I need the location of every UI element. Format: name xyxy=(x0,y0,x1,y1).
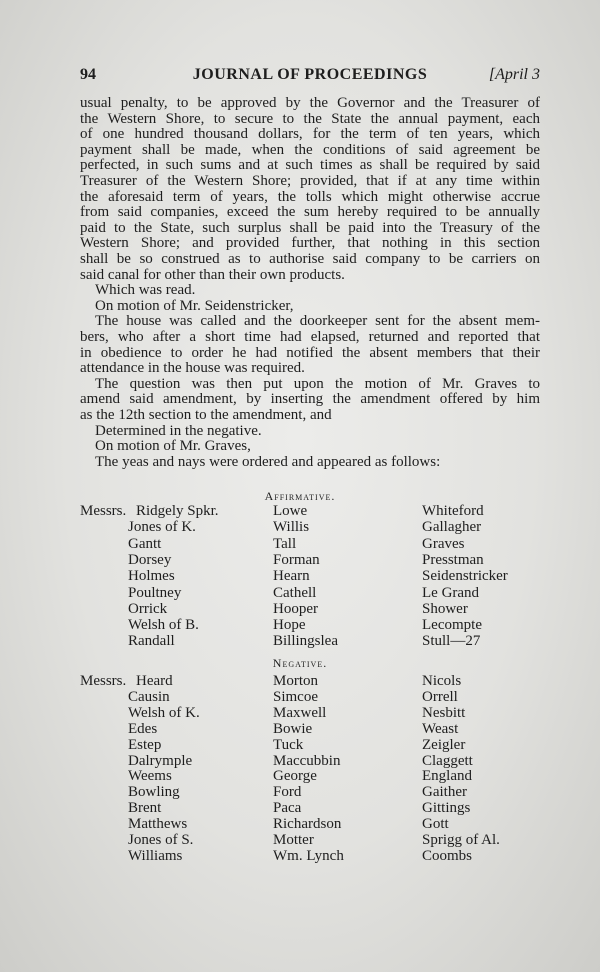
text-line: On motion of Mr. Graves, xyxy=(95,438,251,455)
member-name: Hope xyxy=(273,617,306,634)
member-name: Maccubbin xyxy=(273,752,341,769)
text-line: The yeas and nays were ordered and appeared as follows: xyxy=(95,453,441,470)
member-name: Nesbitt xyxy=(422,704,466,721)
text-line: attendance in the house was required. xyxy=(80,360,305,377)
member-name: Le Grand xyxy=(422,584,480,601)
negative-heading: Negative. xyxy=(272,656,328,670)
member-name: Gantt xyxy=(128,535,162,552)
member-name: Causin xyxy=(128,688,170,705)
member-name: Gott xyxy=(422,816,449,833)
text-line: paid to the State, such surplus shall be paid into the Treasury of the xyxy=(80,219,540,236)
member-name: Tall xyxy=(273,535,297,552)
member-name: Weast xyxy=(422,720,459,737)
text-line: of one hundred thousand dollars, for the term of ten years, which xyxy=(80,126,540,143)
text-line: perfected, in such sums and at such times as shall be required by said xyxy=(80,157,540,174)
member-name: Brent xyxy=(128,800,162,817)
member-name: Welsh of B. xyxy=(128,617,199,634)
member-name: Orrell xyxy=(422,688,458,705)
member-name: Lecompte xyxy=(422,617,482,634)
running-header xyxy=(80,66,540,88)
member-name: Claggett xyxy=(422,752,473,769)
member-name: Williams xyxy=(128,847,183,864)
member-name: Ford xyxy=(273,784,302,801)
member-name: Hearn xyxy=(273,568,310,585)
member-name: Simcoe xyxy=(273,688,318,705)
text-line: Which was read. xyxy=(95,282,196,299)
member-name: Billingslea xyxy=(273,633,338,650)
member-name: Gittings xyxy=(422,800,471,817)
text-line: said canal for other than their own products. xyxy=(80,266,345,283)
member-name: Welsh of K. xyxy=(128,704,200,721)
text-line: from said companies, exceed the sum hereby required to be annually xyxy=(80,204,540,221)
member-name: Morton xyxy=(273,673,318,689)
messrs-prefix: Messrs. xyxy=(80,673,127,689)
member-name: Seidenstricker xyxy=(422,568,508,585)
member-name: Ridgely Spkr. xyxy=(136,503,219,519)
member-name: Graves xyxy=(422,535,465,552)
member-name: Coombs xyxy=(422,847,473,864)
text-line: in obedience to order he had notified the absent members that their xyxy=(80,344,540,361)
member-name: Cathell xyxy=(273,584,317,601)
member-name: Wm. Lynch xyxy=(273,847,344,864)
member-name: Gaither xyxy=(422,784,467,801)
member-name: Heard xyxy=(136,673,173,689)
text-line: as the 12th section to the amendment, and xyxy=(80,407,332,423)
member-name: Shower xyxy=(422,600,468,617)
member-name: Dorsey xyxy=(128,551,172,568)
member-name: Orrick xyxy=(128,600,168,617)
member-name: Willis xyxy=(273,519,310,536)
text-line: the Western Shore, to secure to the State the annual payment, each xyxy=(80,110,540,127)
text-line: Determined in the negative. xyxy=(95,422,262,439)
text-line: The house was called and the doorkeeper sent for the absent mem- xyxy=(95,313,540,330)
member-name: Weems xyxy=(128,768,172,785)
member-name: Randall xyxy=(128,633,175,650)
member-name: Whiteford xyxy=(422,503,484,519)
text-line: Western Shore; and provided further, that nothing in this section xyxy=(80,235,540,252)
journal-title: JOURNAL OF PROCEEDINGS xyxy=(192,66,428,83)
text-line: On motion of Mr. Seidenstricker, xyxy=(95,297,294,314)
member-name: Jones of K. xyxy=(128,519,196,536)
member-name: Hooper xyxy=(273,600,318,617)
member-name: Sprigg of Al. xyxy=(422,832,500,848)
member-name: George xyxy=(273,768,317,785)
text-line: Treasurer of the Western Shore; provided, that if at any time within xyxy=(80,173,540,189)
text-line: shall be so construed as to authorise said company to be carriers on xyxy=(80,251,540,267)
member-name: Estep xyxy=(128,736,162,753)
member-name: Paca xyxy=(273,800,302,817)
text-line: The question was then put upon the motion of Mr. Graves to xyxy=(95,375,540,392)
member-name: Presstman xyxy=(422,551,484,568)
member-name: Jones of S. xyxy=(128,832,194,848)
page-number: 94 xyxy=(80,66,96,83)
member-name: Bowling xyxy=(128,784,180,801)
messrs-prefix: Messrs. xyxy=(80,503,127,519)
member-name: Motter xyxy=(273,832,314,848)
member-name: Nicols xyxy=(422,673,462,689)
member-name: Forman xyxy=(273,551,320,568)
affirmative-heading: Affirmative. xyxy=(264,489,336,503)
member-name: England xyxy=(422,768,472,785)
member-name: Stull—27 xyxy=(422,633,481,650)
text-line: bers, who after a short time had elapsed, returned and reported that xyxy=(80,329,540,345)
text-line: the aforesaid term of years, the tolls which might otherwise accrue xyxy=(80,188,540,205)
text-line: usual penalty, to be approved by the Governor and the Treasurer of xyxy=(80,95,540,111)
member-name: Holmes xyxy=(128,568,175,585)
member-name: Maxwell xyxy=(273,704,327,721)
member-name: Bowie xyxy=(273,720,313,737)
text-line: payment shall be made, when the conditions of said agreement be xyxy=(80,141,540,158)
member-name: Dalrymple xyxy=(128,752,193,769)
member-name: Matthews xyxy=(128,816,188,833)
member-name: Gallagher xyxy=(422,519,482,536)
member-name: Edes xyxy=(128,720,158,737)
member-name: Tuck xyxy=(273,736,304,753)
text-line: amend said amendment, by inserting the amendment offered by him xyxy=(80,391,540,408)
member-name: Richardson xyxy=(273,816,342,833)
member-name: Lowe xyxy=(273,503,308,519)
date-label: [April 3 xyxy=(488,66,540,83)
member-name: Poultney xyxy=(128,584,182,601)
member-name: Zeigler xyxy=(422,736,466,753)
